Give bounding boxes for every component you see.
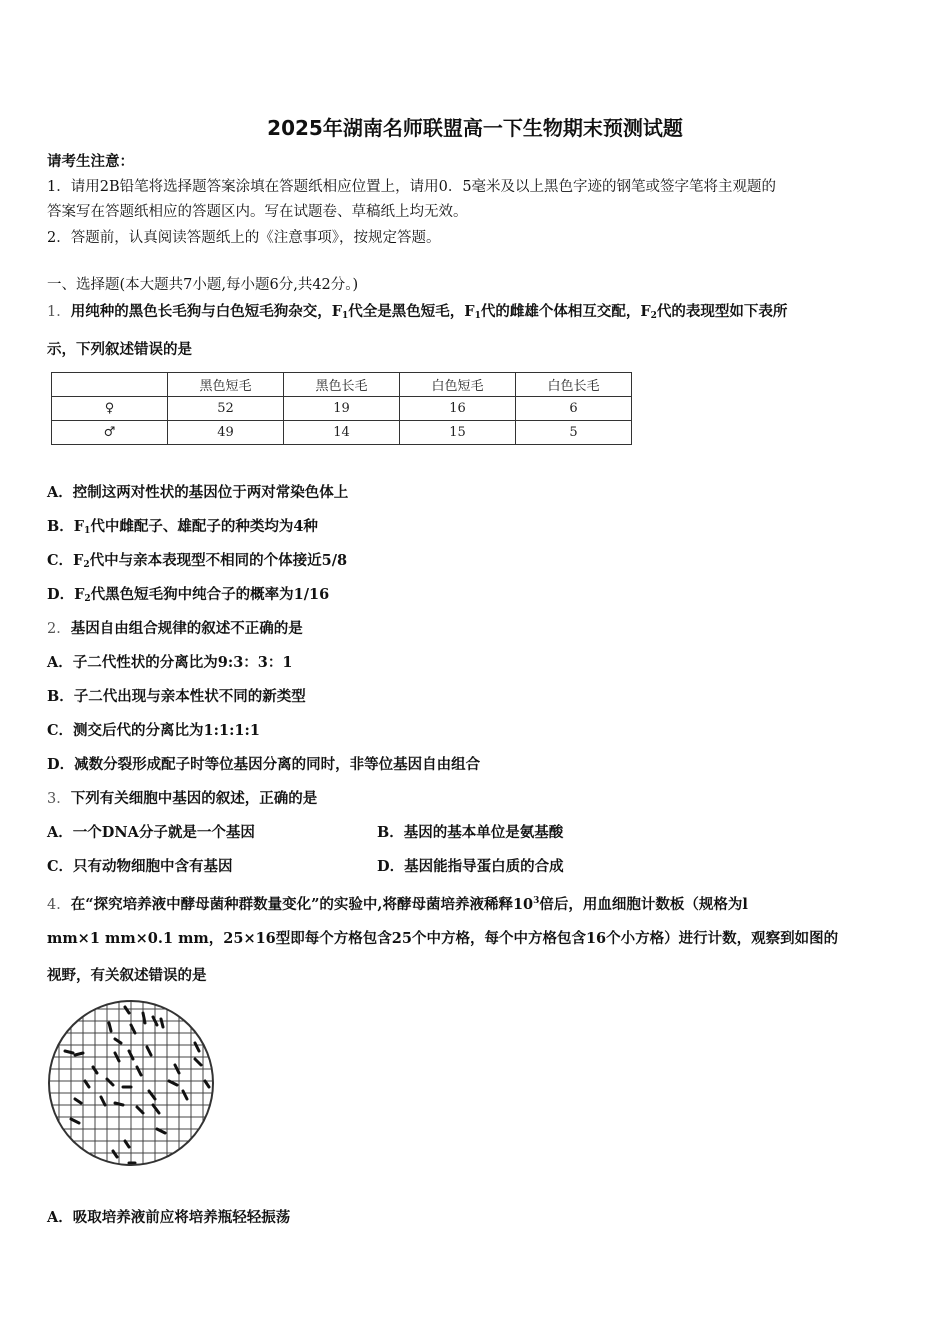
q1-f2-sub: 2	[650, 311, 657, 321]
table-cell: 14	[284, 421, 400, 445]
table-header-cell	[52, 373, 168, 397]
q1-f1-sub-second: 1	[474, 311, 481, 321]
q1-option-d-prefix: D．F	[47, 586, 85, 603]
table-cell: 6	[516, 397, 632, 421]
q1-option-a: A．控制这两对性状的基因位于两对常染色体上	[47, 484, 349, 501]
q3-option-d: D．基因能指导蛋白质的合成	[377, 858, 564, 875]
q1-option-d-sub: 2	[84, 594, 91, 604]
q3-number: 3．	[47, 791, 71, 807]
q1-text-d: 代的表现型如下表所	[656, 303, 788, 320]
yeast-cells	[65, 1007, 209, 1163]
q1-option-d-text: 代黑色短毛狗中纯合子的概率为1/16	[90, 586, 330, 603]
q3-stem	[47, 789, 317, 809]
q2-number: 2．	[47, 621, 71, 637]
q4-stem-line3: 视野，有关叙述错误的是	[47, 967, 207, 984]
page-title: 2025年湖南名师联盟高一下生物期末预测试题	[267, 116, 683, 140]
table-cell: 5	[516, 421, 632, 445]
q4-exponent: 3	[533, 896, 540, 906]
q4-text-b: 倍后，用血细胞计数板（规格为l	[539, 896, 748, 913]
q1-option-b-sub: 1	[84, 526, 91, 536]
q1-text-c: 代的雌雄个体相互交配，	[480, 303, 641, 320]
q1-option-c-sub: 2	[83, 560, 90, 570]
q1-f1-second: F	[464, 303, 475, 320]
q1-option-d	[47, 585, 329, 609]
q4-stem-line2: mm×1 mm×0.1 mm，25×16型即每个方格包含25个中方格，每个中方格包含16个小方格）进行计数，观察到如图的	[47, 930, 839, 947]
q1-option-c-text: 代中与亲本表现型不相同的个体接近5/8	[89, 552, 348, 569]
q1-option-c	[47, 551, 347, 575]
q3-option-a: A．一个DNA分子就是一个基因	[47, 824, 255, 841]
q1-f1: F	[331, 303, 343, 320]
table-cell: 49	[168, 421, 284, 445]
table-row	[52, 421, 632, 445]
table-cell: 19	[284, 397, 400, 421]
q3-option-c: C．只有动物细胞中含有基因	[47, 858, 233, 875]
q1-option-c-prefix: C．F	[47, 552, 84, 569]
table-row	[52, 397, 632, 421]
q1-option-b-text: 代中雌配子、雄配子的种类均为4种	[90, 518, 318, 535]
table-cell: 16	[400, 397, 516, 421]
table-header-row	[52, 373, 632, 397]
table-cell: 15	[400, 421, 516, 445]
q4-stem-line1	[47, 891, 748, 915]
q1-data-table	[51, 372, 632, 445]
q4-number: 4．	[47, 897, 71, 913]
q1-stem-line2: 示，下列叙述错误的是	[47, 341, 192, 358]
table-header-cell: 黑色短毛	[168, 373, 284, 397]
table-header-cell: 白色长毛	[516, 373, 632, 397]
notice-item1-line1: 1．请用2B铅笔将选择题答案涂填在答题纸相应位置上，请用0．5毫米及以上黑色字迹的钢笔或签字笔将主观题的	[47, 179, 777, 195]
notice-heading: 请考生注意：	[47, 153, 134, 170]
hemocytometer-view-image	[45, 995, 217, 1171]
table-header-cell: 黑色长毛	[284, 373, 400, 397]
q2-text: 基因自由组合规律的叙述不正确的是	[70, 620, 303, 637]
q1-option-b	[47, 517, 318, 541]
q1-f1-sub: 1	[342, 311, 349, 321]
table-cell: ♀	[52, 397, 168, 421]
q1-text-b: 代全是黑色短毛，	[348, 303, 465, 320]
table-cell: 52	[168, 397, 284, 421]
q3-option-b: B．基因的基本单位是氨基酸	[377, 824, 564, 841]
section-heading: 一、选择题(本大题共7小题,每小题6分,共42分。)	[47, 277, 359, 293]
q1-option-b-prefix: B．F	[47, 518, 85, 535]
q1-stem-line1	[47, 302, 787, 326]
q3-text: 下列有关细胞中基因的叙述，正确的是	[70, 790, 318, 807]
notice-item1-line2: 答案写在答题纸相应的答题区内。写在试题卷、草稿纸上均无效。	[47, 204, 468, 220]
table-header-cell: 白色短毛	[400, 373, 516, 397]
notice-item2: 2．答题前，认真阅读答题纸上的《注意事项》，按规定答题。	[47, 230, 441, 246]
q2-option-d: D．减数分裂形成配子时等位基因分离的同时，非等位基因自由组合	[47, 756, 481, 773]
q2-option-c: C．测交后代的分离比为1:1:1:1	[47, 722, 260, 739]
table-cell: ♂	[52, 421, 168, 445]
q1-text-a: 用纯种的黑色长毛狗与白色短毛狗杂交，	[70, 303, 332, 320]
q4-text-a: 在“探究培养液中酵母菌种群数量变化”的实验中,将酵母菌培养液稀释10	[70, 896, 534, 913]
counting-grid	[45, 995, 217, 1171]
q1-f2: F	[640, 303, 651, 320]
q4-option-a: A．吸取培养液前应将培养瓶轻轻振荡	[47, 1209, 291, 1226]
q2-option-a: A．子二代性状的分离比为9:3：3：1	[47, 654, 293, 671]
q1-number: 1．	[47, 304, 71, 320]
q2-stem	[47, 619, 303, 639]
q2-option-b: B．子二代出现与亲本性状不同的新类型	[47, 688, 306, 705]
